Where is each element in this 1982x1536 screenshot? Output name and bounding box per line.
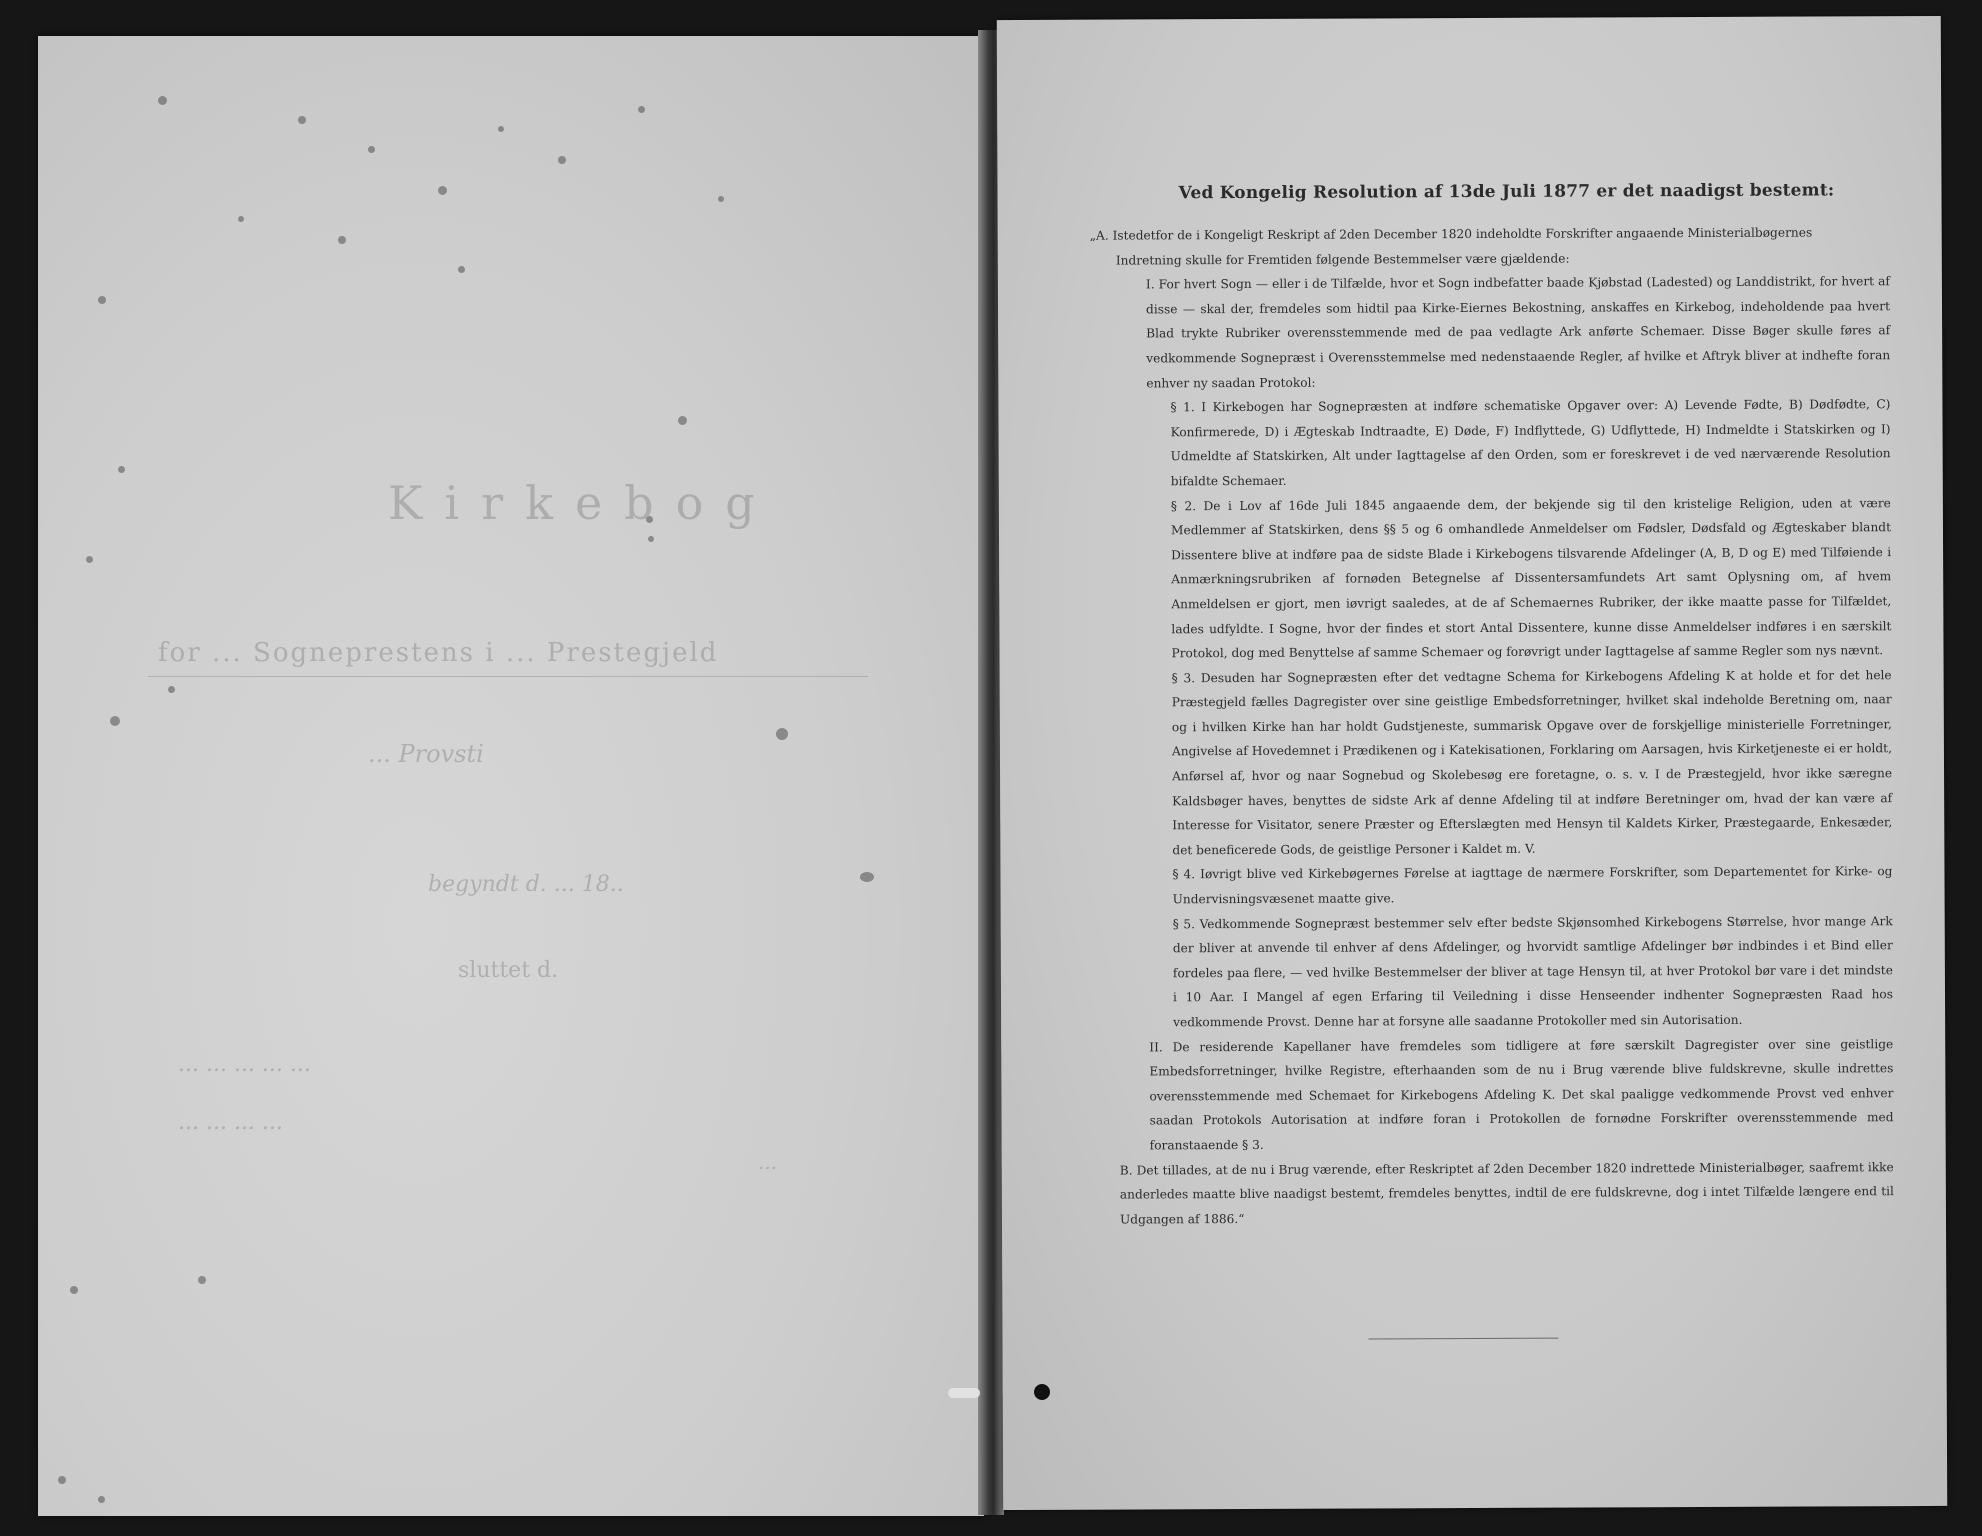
foxing-spot bbox=[168, 686, 175, 693]
paper-clip-rivet bbox=[1034, 1384, 1050, 1400]
paper-clip-tab bbox=[948, 1388, 980, 1398]
faded-provsti-line: ... Provsti bbox=[368, 740, 484, 768]
foxing-spot bbox=[458, 266, 465, 273]
closing-rule bbox=[1369, 1338, 1559, 1340]
faded-ended-line: sluttet d. bbox=[458, 958, 559, 983]
faded-parish-line: for ... Sogneprestens i ... Prestegjeld bbox=[158, 638, 719, 668]
paragraph: I. For hvert Sogn — eller i de Tilfælde, hvor et Sogn indbefatter baade Kjøbstad (Ladested) og Landdistrikt, for hvert af disse — skal der, fremdeles som hidtil paa Kirke-Eiernes Bekostning, anskaffes en Kirkebog, indeholdende paa hvert Blad trykte Rubriker overensstemmende med de paa vedlagte Ark anførte Schemaer. Disse Bøger skulle føres af vedkommende Sognepræst i Overensstemmelse med nedenstaaende Regler, af hvilke et Aftryk bliver at indhefte foran enhver ny saadan Protokol: bbox=[1145, 274, 1891, 390]
foxing-spot bbox=[238, 216, 244, 222]
left-page bbox=[38, 36, 984, 1516]
faded-handwriting-line: ... ... ... ... ... bbox=[178, 1052, 311, 1077]
faded-rule bbox=[148, 676, 868, 677]
foxing-spot bbox=[368, 146, 375, 153]
paragraph: Indretning skulle for Fremtiden følgende Bestemmelser være gjældende: bbox=[1115, 251, 1570, 268]
foxing-spot bbox=[98, 1496, 105, 1503]
foxing-spot bbox=[638, 106, 645, 113]
paragraph: II. De residerende Kapellaner have fremdeles som tidligere at føre særskilt Dagregister over sine geistlige Embedsforretninger, hvilke Registre, efterhaanden som de nu i Brug værende blive fuldskrevne, skulle indrettes overensstemmende med Schemaet for Kirkebogens Afdeling K. Det skal paaligge vedkommende Provst ved enhver saadan Protokols Autorisation at indføre foran i Protokollen de fornødne Forskrifter overensstemmende med foranstaaende § 3. bbox=[1149, 1036, 1894, 1153]
foxing-spot bbox=[558, 156, 566, 164]
foxing-spot bbox=[70, 1286, 78, 1294]
foxing-spot bbox=[678, 416, 687, 425]
faded-title: Kirkebog bbox=[388, 476, 777, 530]
page-heading: Ved Kongelig Resolution af 13de Juli 1877 er det naadigst bestemt: bbox=[1178, 180, 1835, 204]
faded-begun-line: begyndt d. ... 18.. bbox=[428, 872, 624, 897]
foxing-spot bbox=[158, 96, 167, 105]
resolution-text bbox=[1089, 180, 1894, 1232]
paragraph: § 4. Iøvrigt blive ved Kirkebøgernes Førelse at iagttage de nærmere Forskrifter, som Departementet for Kirke- og Undervisningsvæsenet maatte give. bbox=[1172, 864, 1893, 907]
paragraph: § 5. Vedkommende Sognepræst bestemmer selv efter bedste Skjønsomhed Kirkebogens Størrelse, hvor mange Ark der bliver at anvende til enhver af dens Afdelinger, og hvorvidt samtlige Afdelinger bør indbindes i et Bind eller fordeles paa flere, — ved hvilke Bestemmelser der bliver at tage Hensyn til, at hver Protokol bør vare i det mindste i 10 Aar. I Mangel af egen Erfaring til Veiledning i disse Henseender indhenter Sognepræsten Raad hos vedkommende Provst. Denne har at forsyne alle saadanne Protokoller med sin Autorisation. bbox=[1172, 913, 1894, 1030]
paragraph: § 2. De i Lov af 16de Juli 1845 angaaende dem, der bekjende sig til den kristelige Religion, uden at være Medlemmer af Statskirken, dens §§ 5 og 6 omhandlede Anmeldelser om Fødsler, Dødsfald og Ægteskaber blandt Dissentere blive at indføre paa de sidste Blade i Kirkebogens tilsvarende Afdelinger (A, B, D og E) med Tilføiende i Anmærkningsrubriken af fornøden Betegnelse af Dissentersamfundets Art samt Oplysning om, af hvem Anmeldelsen er gjort, men iøvrigt saaledes, at de af Schemaernes Rubriker, der ikke maatte passe for Tilfældet, lades udfyldte. I Sogne, hvor der findes et stort Antal Dissentere, kunne disse Anmeldelser indføres i en særskilt Protokol, dog med Benyttelse af samme Schemaer og forøvrigt under Iagttagelse af samme Regler som nys nævnt. bbox=[1170, 495, 1892, 661]
foxing-spot bbox=[648, 536, 654, 542]
foxing-spot bbox=[338, 236, 346, 244]
faded-handwriting-line: ... bbox=[758, 1150, 778, 1174]
foxing-spot bbox=[118, 466, 125, 473]
faded-handwriting-line: ... ... ... ... bbox=[178, 1110, 283, 1135]
paragraph: § 3. Desuden har Sognepræsten efter det vedtagne Schema for Kirkebogens Afdeling K at holde et for det hele Præstegjeld fælles Dagregister over sine geistlige Embedsforretninger, hvilket skal indeholde Beretning om, naar og i hvilken Kirke han har holdt Gudstjeneste, summarisk Opgave over de forskjellige ministerielle Forretninger, Angivelse af Hovedemnet i Prædikenen og i Katekisationen, Forklaring om Aarsagen, hvis Kirketjeneste ei er holdt, Anførsel af, hvor og naar Sognebud og Skolebesøg ere foretagne, o. s. v. I de Præstegjeld, hvor ikke særegne Kaldsbøger haves, benyttes de sidste Ark af denne Afdeling til at indføre Beretninger om, hvad der kan være af Interesse for Visitator, senere Præster og Efterslægten med Hensyn til Kaldets Kirker, Præstegaarde, Enkesæder, det beneficerede Gods, de geistlige Personer i Kaldet m. V. bbox=[1171, 667, 1893, 858]
foxing-spot bbox=[776, 728, 788, 740]
foxing-spot bbox=[438, 186, 447, 195]
foxing-spot bbox=[86, 556, 93, 563]
foxing-spot bbox=[110, 716, 120, 726]
right-page bbox=[997, 16, 1947, 1510]
foxing-spot bbox=[498, 126, 504, 132]
foxing-spot bbox=[860, 872, 874, 882]
foxing-spot bbox=[198, 1276, 206, 1284]
foxing-spot bbox=[718, 196, 724, 202]
paragraph: B. Det tillades, at de nu i Brug værende, efter Reskriptet af 2den December 1820 indrettede Ministerialbøger, saafremt ikke anderledes maatte blive naadigst bestemt, fremdeles benyttes, indtil de ere fuldskrevne, dog i intet Tilfælde længere end til Udgangen af 1886.“ bbox=[1119, 1159, 1894, 1227]
paragraph: „A. Istedetfor de i Kongeligt Reskript af 2den December 1820 indeholdte Forskrifter angaaende Ministerialbøgernes bbox=[1089, 225, 1813, 243]
paragraph: § 1. I Kirkebogen har Sognepræsten at indføre schematiske Opgaver over: A) Levende Fødte, B) Dødfødte, C) Konfirmerede, D) i Ægteskab Indtraadte, E) Døde, F) Indflyttede, G) Udflyttede, H) Indmeldte i Statskirken og I) Udmeldte af Statskirken, Alt under Iagttagelse af den Orden, som er foreskrevet i de ved nærværende Resolution bifaldte Schemaer. bbox=[1170, 397, 1891, 489]
foxing-spot bbox=[298, 116, 306, 124]
foxing-spot bbox=[58, 1476, 66, 1484]
foxing-spot bbox=[98, 296, 106, 304]
